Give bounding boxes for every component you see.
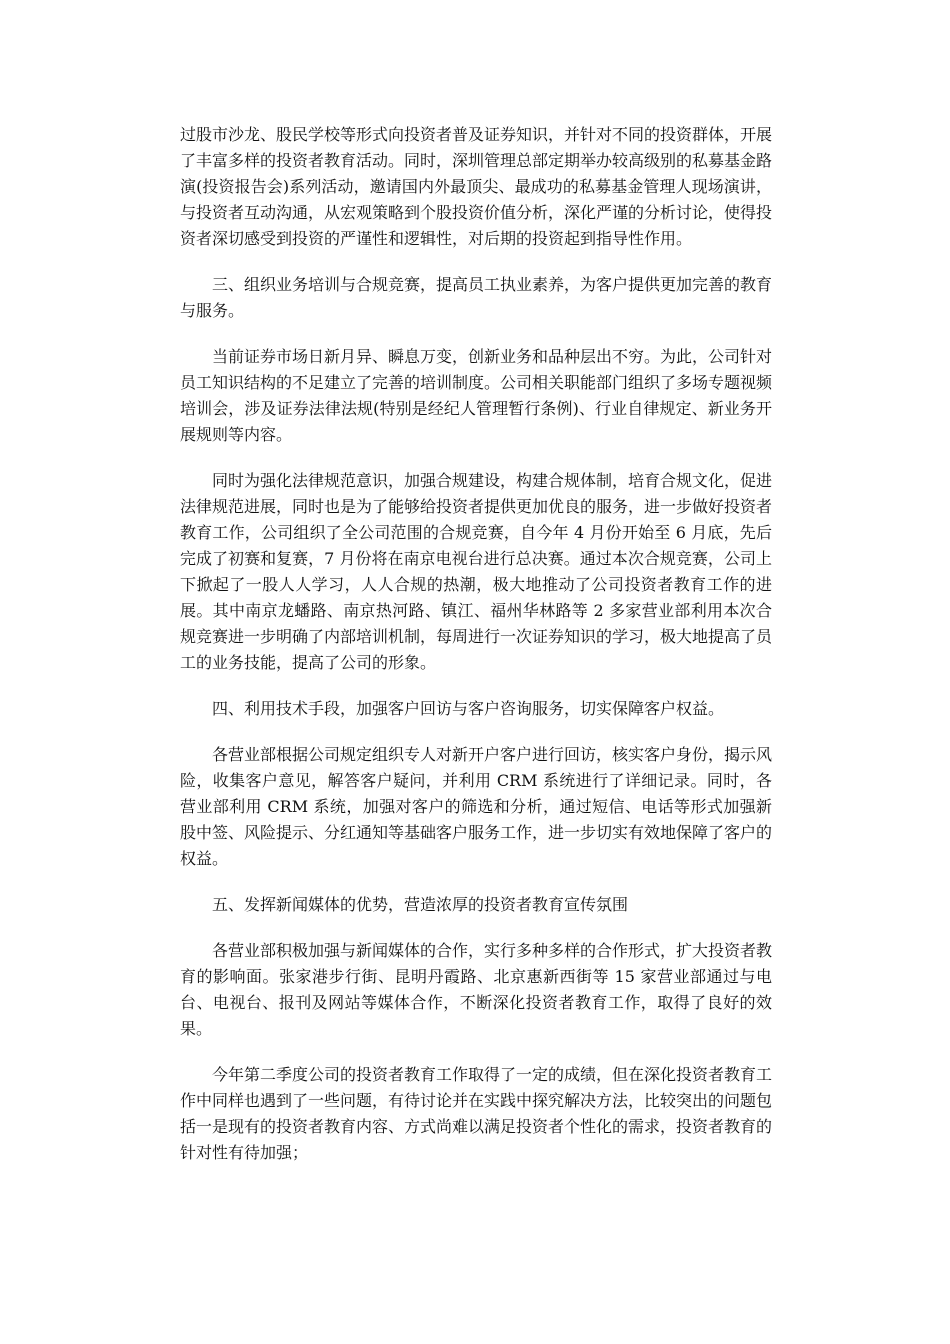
section-heading-3-training: 三、组织业务培训与合规竞赛，提高员工执业素养，为客户提供更加完善的教育与服务。 — [180, 275, 773, 320]
paragraph-investor-activities: 过股市沙龙、股民学校等形式向投资者普及证券知识，并针对不同的投资群体，开展了丰富多样的投资者教育活动。同时，深圳管理总部定期举办较高级别的私募基金路演(投资报告会)系列活动，邀请国内外最顶尖、最成功的私募基金管理人现场演讲，与投资者互动沟通，从宏观策略到个股投资价值分析，深化严谨的分析讨论，使得投资者深切感受到投资的严谨性和逻辑性，对后期的投资起到指导性作用。 — [180, 125, 773, 248]
paragraph-problems-summary: 今年第二季度公司的投资者教育工作取得了一定的成绩，但在深化投资者教育工作中同样也遇到了一些问题，有待讨论并在实践中探究解决方法，比较突出的问题包括一是现有的投资者教育内容、方式尚难以满足投资者个性化的需求，投资者教育的针对性有待加强； — [180, 1065, 773, 1162]
paragraph-media-cooperation: 各营业部积极加强与新闻媒体的合作，实行多种多样的合作形式，扩大投资者教育的影响面。张家港步行街、昆明丹霞路、北京惠新西街等 15 家营业部通过与电台、电视台、报刊及网站等媒体合作，不断深化投资者教育工作，取得了良好的效果。 — [180, 941, 773, 1038]
paragraph-compliance-contest: 同时为强化法律规范意识，加强合规建设，构建合规体制，培育合规文化，促进法律规范进展，同时也是为了能够给投资者提供更加优良的服务，进一步做好投资者教育工作，公司组织了全公司范围的合规竞赛，自今年 4 月份开始至 6 月底，先后完成了初赛和复赛，7 月份将在南京电视台进行总决赛。通过本次合规竞赛，公司上下掀起了一股人人学习，人人合规的热潮，极大地推动了公司投资者教育工作的进展。其中南京龙蟠路、南京热河路、镇江、福州华林路等 2 多家营业部利用本次合规竞赛进一步明确了内部培训机制，每周进行一次证券知识的学习，极大地提高了员工的业务技能，提高了公司的形象。 — [180, 471, 773, 672]
section-heading-5-media: 五、发挥新闻媒体的优势，营造浓厚的投资者教育宣传氛围 — [212, 895, 629, 914]
section-heading-4-client-service: 四、利用技术手段，加强客户回访与客户咨询服务，切实保障客户权益。 — [212, 699, 725, 718]
paragraph-training-system: 当前证券市场日新月异、瞬息万变，创新业务和品种层出不穷。为此，公司针对员工知识结构的不足建立了完善的培训制度。公司相关职能部门组织了多场专题视频培训会，涉及证券法律法规(特别是经纪人管理暂行条例)、行业自律规定、新业务开展规则等内容。 — [180, 347, 773, 444]
document-body — [180, 122, 772, 1186]
paragraph-client-followup: 各营业部根据公司规定组织专人对新开户客户进行回访，核实客户身份，揭示风险，收集客户意见，解答客户疑问，并利用 CRM 系统进行了详细记录。同时，各营业部利用 CRM 系统，加强对客户的筛选和分析，通过短信、电话等形式加强新股中签、风险提示、分红通知等基础客户服务工作，进一步切实有效地保障了客户的权益。 — [180, 745, 773, 868]
